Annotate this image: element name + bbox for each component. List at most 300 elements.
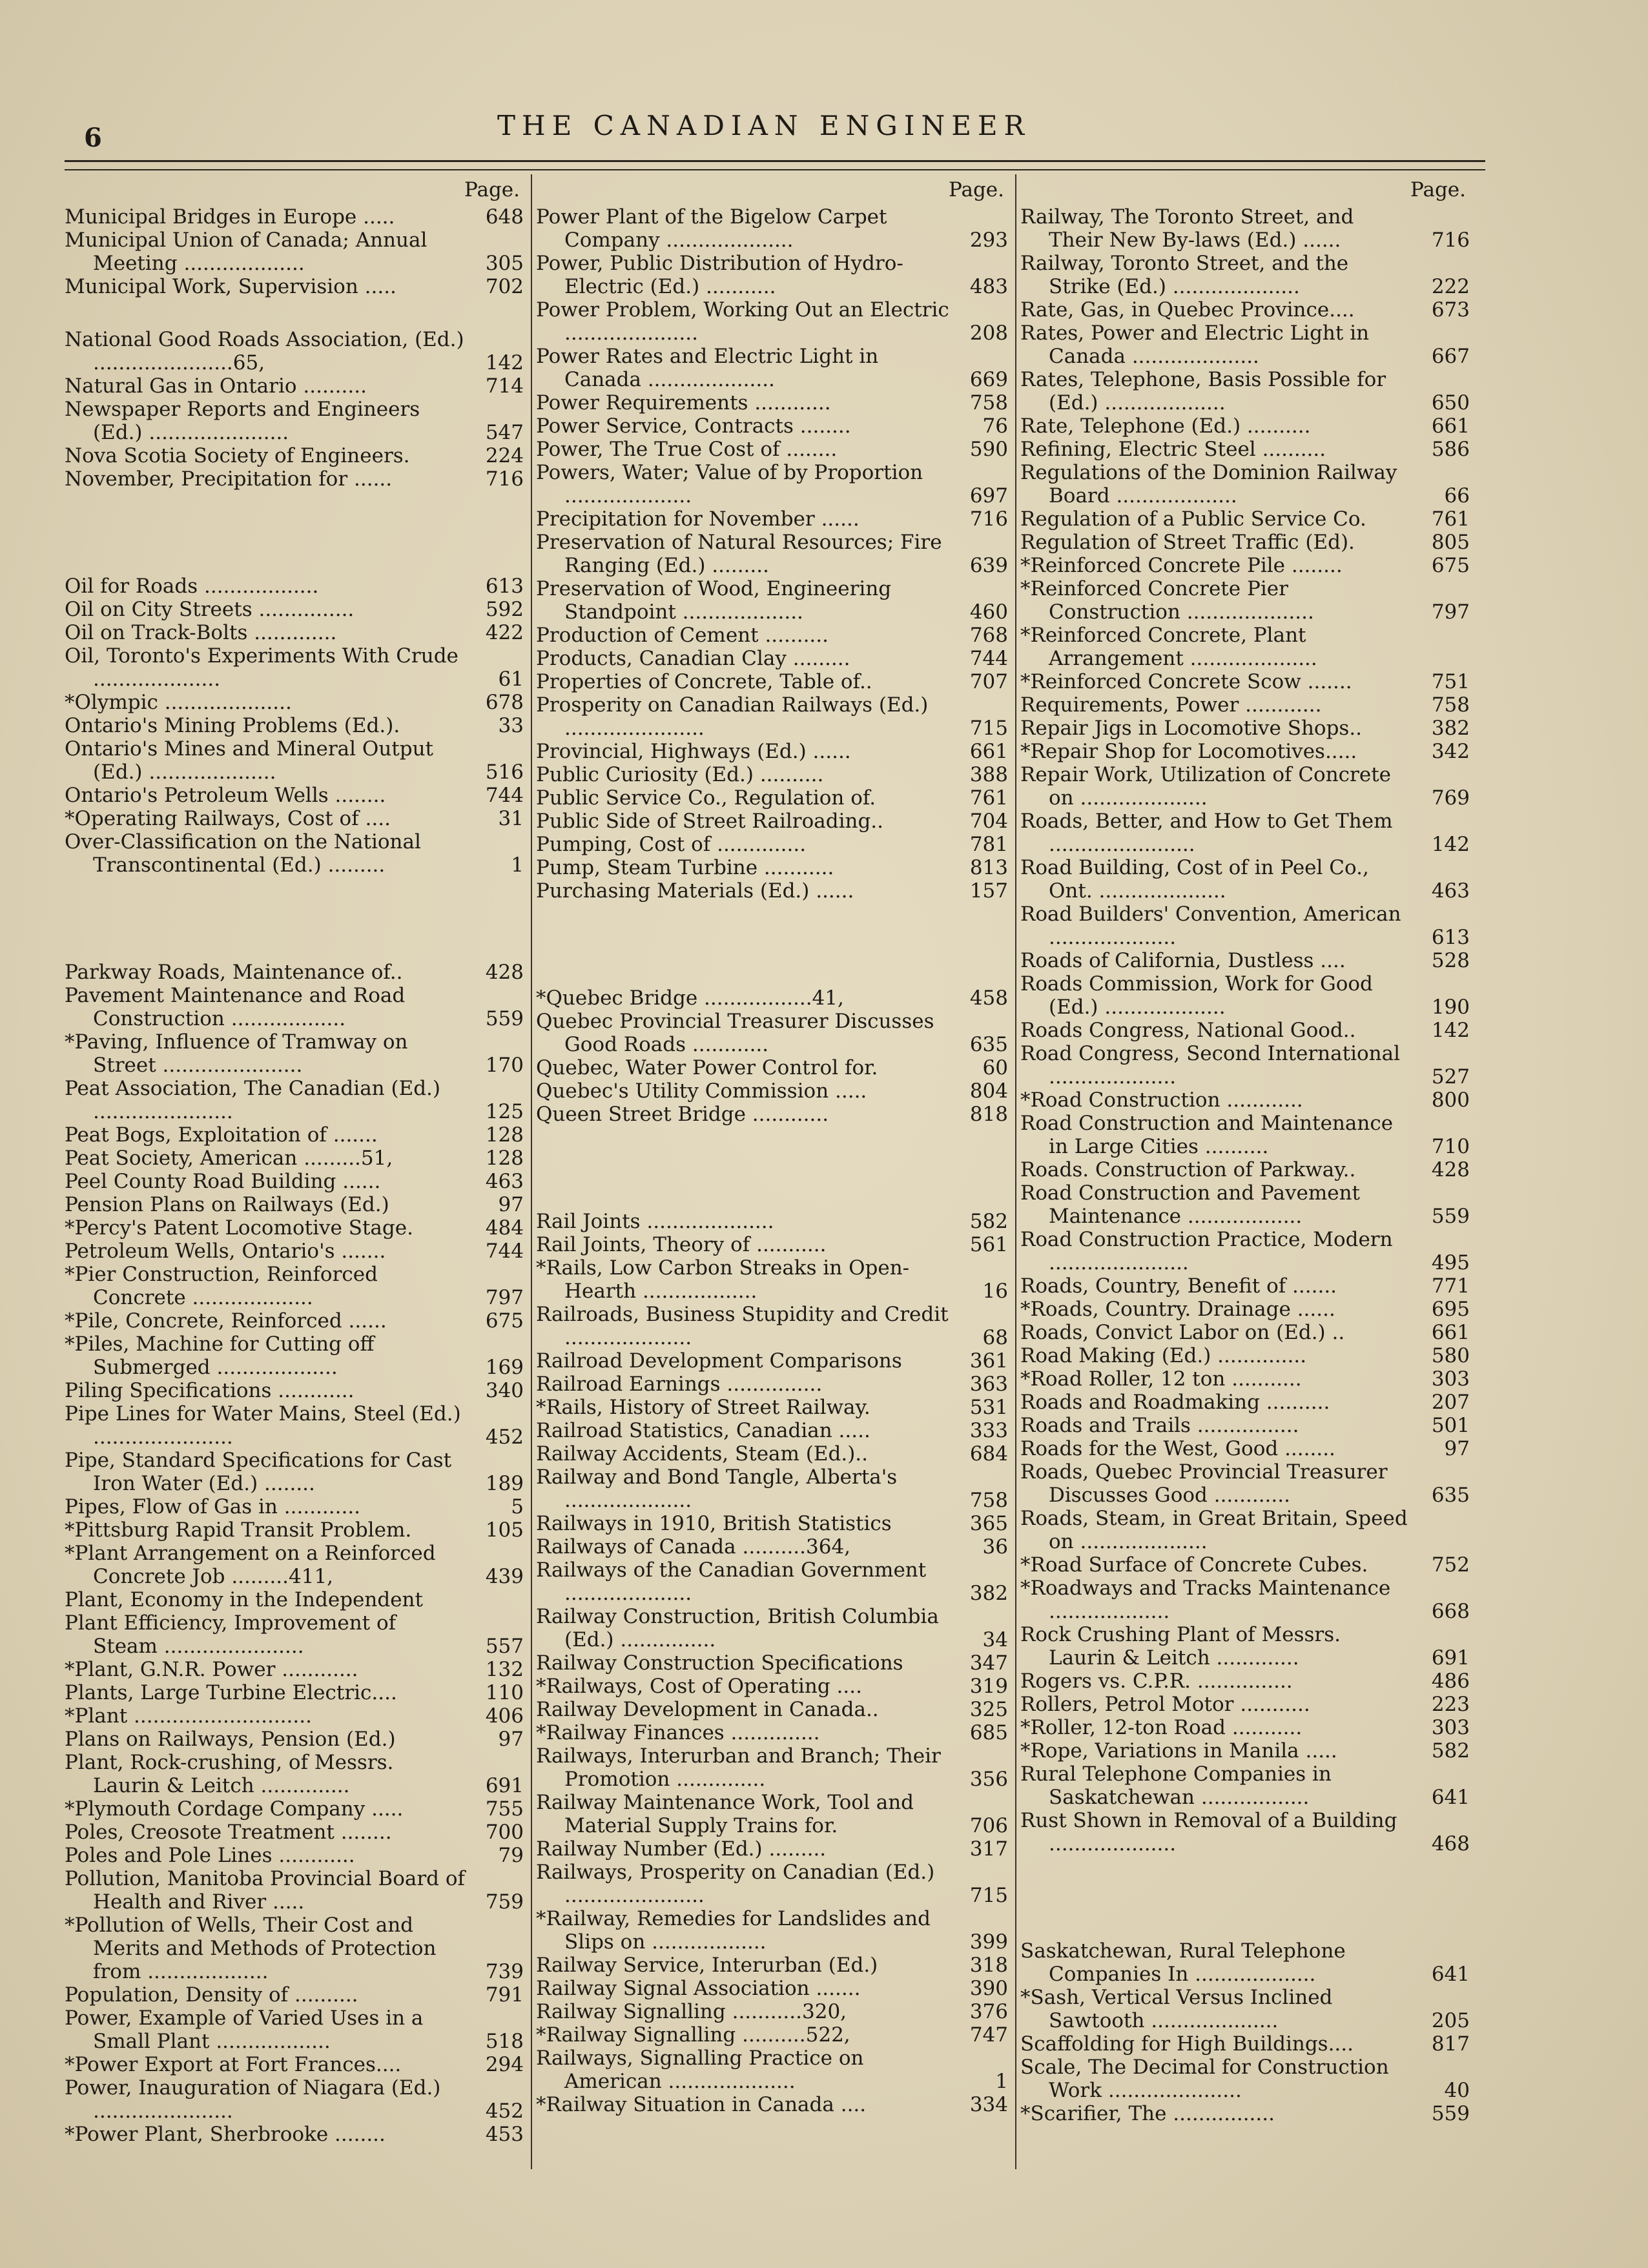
index-entry xyxy=(65,1844,526,1867)
index-entry xyxy=(65,1030,526,1077)
index-entry xyxy=(1020,1274,1472,1298)
index-entry-page: 716 xyxy=(485,467,524,491)
index-entry-title: Repair Jigs in Locomotive Shops.. xyxy=(1020,717,1363,740)
index-entry xyxy=(65,737,526,784)
index-entry xyxy=(65,328,526,374)
index-entry xyxy=(1020,1507,1472,1553)
index-entry-page: 460 xyxy=(969,600,1008,624)
index-entry-title: Road Construction Practice, Modern ...................... xyxy=(1020,1228,1393,1274)
index-entry xyxy=(536,786,1011,810)
index-entry-title: Peat Association, The Canadian (Ed.) ...................... xyxy=(65,1077,441,1123)
index-entry-title: *Pittsburg Rapid Transit Problem. xyxy=(65,1518,412,1542)
index-entry-title: Railways, Signalling Practice on American .................... xyxy=(536,2047,864,2093)
index-entry-page: 40 xyxy=(1444,2079,1470,2102)
index-entry xyxy=(536,205,1011,252)
index-entry xyxy=(1020,507,1472,531)
index-entry-page: 142 xyxy=(1431,833,1470,856)
index-entry xyxy=(65,1658,526,1681)
index-entry xyxy=(536,1466,1011,1512)
index-entry-title: Railway Accidents, Steam (Ed.).. xyxy=(536,1442,868,1466)
header-rule-top xyxy=(65,160,1485,162)
index-entry-title: Railroad Statistics, Canadian ..... xyxy=(536,1419,870,1442)
index-entry-title: *Quebec Bridge .................41, xyxy=(536,986,844,1010)
index-entry-title: Ontario's Petroleum Wells ........ xyxy=(65,784,386,807)
index-entry-title: *Olympic .................... xyxy=(65,691,292,714)
index-entry xyxy=(536,2000,1011,2023)
index-entry xyxy=(536,810,1011,833)
index-entry-page: 771 xyxy=(1431,1274,1470,1298)
index-column-1 xyxy=(65,174,526,2169)
index-entry xyxy=(65,1704,526,1728)
index-entry-page: 559 xyxy=(1431,1205,1470,1228)
index-entry-page: 758 xyxy=(1431,693,1470,717)
index-entry-page: 110 xyxy=(485,1681,524,1704)
index-entry xyxy=(65,807,526,830)
index-entry xyxy=(536,1907,1011,1954)
index-entry xyxy=(1020,1670,1472,1693)
index-entry-page: 453 xyxy=(485,2123,524,2146)
index-entry-page: 759 xyxy=(485,1890,524,1914)
index-entry xyxy=(536,1442,1011,1466)
index-entry-page: 684 xyxy=(969,1442,1008,1466)
index-entry-page: 68 xyxy=(982,1326,1008,1349)
index-entry-title: Pavement Maintenance and Road Construction .................. xyxy=(65,984,406,1030)
index-entry-page: 305 xyxy=(485,252,524,275)
index-entry-page: 561 xyxy=(969,1233,1008,1256)
index-entry-title: Plant, Economy in the Independent xyxy=(65,1588,423,1611)
index-entry xyxy=(1020,1321,1472,1344)
index-entry-page: 691 xyxy=(1431,1646,1470,1670)
index-entry-page: 439 xyxy=(485,1565,524,1588)
index-entry xyxy=(1020,461,1472,507)
index-entry-page: 1 xyxy=(995,2070,1008,2093)
index-entry-page: 761 xyxy=(1431,507,1470,531)
index-entry-page: 702 xyxy=(485,275,524,298)
index-entry-page: 468 xyxy=(1431,1832,1470,1855)
index-entry-page: 382 xyxy=(969,1582,1008,1605)
index-entry-page: 769 xyxy=(1431,786,1470,810)
index-entry-page: 559 xyxy=(1431,2102,1470,2125)
index-entry-page: 34 xyxy=(982,1628,1008,1651)
index-entry-title: Regulations of the Dominion Railway Board ................... xyxy=(1020,461,1397,507)
index-entry-page: 661 xyxy=(969,740,1008,763)
index-entry-page: 781 xyxy=(969,833,1008,856)
index-entry-page: 744 xyxy=(485,784,524,807)
index-entry xyxy=(536,986,1011,1010)
index-entry xyxy=(536,670,1011,693)
index-entry xyxy=(65,1449,526,1495)
index-entry-title: *Rails, Low Carbon Streaks in Open-Hearth .................. xyxy=(536,1256,910,1303)
index-entry-page: 661 xyxy=(1431,414,1470,438)
index-entry-title: Saskatchewan, Rural Telephone Companies In ................... xyxy=(1020,1939,1346,1986)
index-entry-page: 582 xyxy=(1431,1739,1470,1762)
index-entry-page: 347 xyxy=(969,1651,1008,1675)
index-entry-page: 5 xyxy=(511,1495,524,1518)
index-entry-title: *Road Surface of Concrete Cubes. xyxy=(1020,1553,1368,1577)
index-entry-title: Peel County Road Building ...... xyxy=(65,1170,381,1193)
index-entry-page: 635 xyxy=(969,1033,1008,1056)
index-entry-page: 669 xyxy=(969,368,1008,391)
index-entry-title: Roads. Construction of Parkway.. xyxy=(1020,1158,1356,1181)
index-entry-title: Power, Example of Varied Uses in a Small Plant .................. xyxy=(65,2007,424,2053)
index-entry-title: Ontario's Mining Problems (Ed.). xyxy=(65,714,400,737)
index-entry xyxy=(536,1233,1011,1256)
index-entry-title: Purchasing Materials (Ed.) ...... xyxy=(536,879,854,903)
index-entry xyxy=(536,252,1011,298)
index-entry-title: *Plant Arrangement on a Reinforced Concrete Job .........411, xyxy=(65,1542,436,1588)
index-entry-page: 60 xyxy=(982,1056,1008,1079)
index-entry-title: Pumping, Cost of .............. xyxy=(536,833,807,856)
index-entry-title: Railroad Development Comparisons xyxy=(536,1349,902,1373)
index-entry xyxy=(1020,1553,1472,1577)
index-entry xyxy=(1020,717,1472,740)
index-entry-title: *Pollution of Wells, Their Cost and Merits and Methods of Protection from ................... xyxy=(65,1914,437,1983)
index-entry-page: 36 xyxy=(982,1535,1008,1558)
index-entry xyxy=(1020,205,1472,252)
index-entry xyxy=(1020,1809,1472,1855)
index-entry-title: Plant, Rock-crushing, of Messrs. Laurin & Leitch .............. xyxy=(65,1751,394,1797)
index-entry xyxy=(536,833,1011,856)
index-entry-title: Roads and Roadmaking .......... xyxy=(1020,1391,1330,1414)
index-entry-title: Rates, Telephone, Basis Possible for (Ed.) ................... xyxy=(1020,368,1386,414)
index-entry xyxy=(1020,624,1472,670)
index-entry-page: 613 xyxy=(1431,926,1470,949)
index-entry-title: *Rails, History of Street Railway. xyxy=(536,1396,870,1419)
index-entry-title: Regulation of a Public Service Co. xyxy=(1020,507,1366,531)
index-entry-title: Oil on Track-Bolts ............. xyxy=(65,621,337,644)
index-entry-title: *Road Construction ............ xyxy=(1020,1088,1303,1112)
index-entry-title: Over-Classification on the National Transcontinental (Ed.) ......... xyxy=(65,830,421,877)
index-entry xyxy=(536,1056,1011,1079)
index-entry xyxy=(65,714,526,737)
index-entry xyxy=(536,740,1011,763)
index-entry-title: Rock Crushing Plant of Messrs. Laurin & Leitch ............. xyxy=(1020,1623,1341,1670)
index-entry-title: Peat Bogs, Exploitation of ....... xyxy=(65,1123,378,1147)
index-entry-page: 716 xyxy=(969,507,1008,531)
index-entry xyxy=(65,398,526,444)
letter-group-spacer xyxy=(536,903,1011,986)
index-entry xyxy=(536,1512,1011,1535)
index-entry xyxy=(1020,438,1472,461)
index-entry-page: 768 xyxy=(969,624,1008,647)
index-entry-page: 758 xyxy=(969,391,1008,414)
index-entry-title: Municipal Union of Canada; Annual Meeting ................... xyxy=(65,229,427,275)
index-entry-page: 744 xyxy=(969,647,1008,670)
index-entry xyxy=(536,1651,1011,1675)
index-entry-page: 33 xyxy=(498,714,524,737)
index-entry-title: *Power Export at Fort Frances.... xyxy=(65,2053,402,2076)
index-entry-title: Quebec's Utility Commission ..... xyxy=(536,1079,867,1103)
index-entry-title: Railways in 1910, British Statistics xyxy=(536,1512,892,1535)
index-entry-page: 747 xyxy=(969,2023,1008,2047)
index-entry-page: 422 xyxy=(485,621,524,644)
index-entry-page: 590 xyxy=(969,438,1008,461)
index-entry-page: 817 xyxy=(1431,2032,1470,2056)
index-entry-title: Rail Joints .................... xyxy=(536,1210,774,1233)
index-entry xyxy=(1020,1019,1472,1042)
index-entry xyxy=(65,644,526,691)
index-entry-page: 208 xyxy=(969,322,1008,345)
index-entry xyxy=(65,691,526,714)
index-entry-title: Plant Efficiency, Improvement of Steam ...................... xyxy=(65,1611,397,1658)
index-entry-page: 528 xyxy=(1431,949,1470,972)
index-entry-title: Plans on Railways, Pension (Ed.) xyxy=(65,1728,396,1751)
index-entry-title: Railway, The Toronto Street, and Their New By-laws (Ed.) ...... xyxy=(1020,205,1354,252)
index-entry xyxy=(1020,577,1472,624)
index-entry-title: Pipe Lines for Water Mains, Steel (Ed.) ...................... xyxy=(65,1402,461,1449)
index-entry-title: *Operating Railways, Cost of .... xyxy=(65,807,391,830)
index-entry xyxy=(1020,1367,1472,1391)
index-entry xyxy=(65,2076,526,2123)
index-entry-page: 382 xyxy=(1431,717,1470,740)
index-entry-title: Roads Commission, Work for Good (Ed.) ................... xyxy=(1020,972,1373,1019)
page-header xyxy=(84,103,1472,155)
index-entry xyxy=(536,1103,1011,1126)
index-entry-title: Products, Canadian Clay ......... xyxy=(536,647,850,670)
index-entry-title: Railroad Earnings ............... xyxy=(536,1373,823,1396)
index-entry xyxy=(1020,1181,1472,1228)
index-entry-page: 294 xyxy=(485,2053,524,2076)
index-entry-title: Railway Construction, British Columbia (Ed.) ............... xyxy=(536,1605,939,1651)
index-entry-title: Rates, Power and Electric Light in Canada .................... xyxy=(1020,322,1370,368)
index-entry-title: Road Construction and Maintenance in Large Cities .......... xyxy=(1020,1112,1394,1158)
index-entry xyxy=(536,507,1011,531)
index-entry-page: 704 xyxy=(969,810,1008,833)
index-entry-title: *Railway Finances .............. xyxy=(536,1721,820,1744)
index-entry-title: Poles and Pole Lines ............ xyxy=(65,1844,355,1867)
index-entry-title: Railways, Interurban and Branch; Their Promotion .............. xyxy=(536,1744,941,1791)
index-entry-page: 132 xyxy=(485,1658,524,1681)
index-entry xyxy=(1020,1437,1472,1460)
index-entry xyxy=(1020,1298,1472,1321)
index-entry-title: *Plymouth Cordage Company ..... xyxy=(65,1797,404,1821)
index-entry xyxy=(65,1681,526,1704)
index-entry-page: 399 xyxy=(969,1930,1008,1954)
index-entry xyxy=(1020,368,1472,414)
index-entry-page: 452 xyxy=(485,2099,524,2123)
index-entry xyxy=(65,2053,526,2076)
index-entry-page: 668 xyxy=(1431,1600,1470,1623)
index-entry-title: Roads for the West, Good ........ xyxy=(1020,1437,1335,1460)
index-entry xyxy=(536,2023,1011,2047)
index-entry-title: Oil for Roads .................. xyxy=(65,575,319,598)
index-entry-title: *Piles, Machine for Cutting off Submerged ................... xyxy=(65,1333,375,1379)
index-entry-page: 818 xyxy=(969,1103,1008,1126)
index-entry xyxy=(1020,322,1472,368)
index-entry-page: 319 xyxy=(969,1675,1008,1698)
index-entry-title: Roads, Quebec Provincial Treasurer Discusses Good ............ xyxy=(1020,1460,1388,1507)
index-entry xyxy=(1020,2102,1472,2125)
index-entry-title: *Railway, Remedies for Landslides and Slips on .................. xyxy=(536,1907,931,1954)
index-entry-page: 758 xyxy=(969,1489,1008,1512)
index-entry-page: 61 xyxy=(498,668,524,691)
index-entry-title: Powers, Water; Value of by Proportion .................... xyxy=(536,461,923,507)
index-entry-title: *Railway Situation in Canada .... xyxy=(536,2093,867,2116)
index-entry xyxy=(1020,252,1472,298)
index-entry-page: 79 xyxy=(498,1844,524,1867)
index-entry xyxy=(65,205,526,229)
index-entry-page: 105 xyxy=(485,1518,524,1542)
index-entry-title: Quebec, Water Power Control for. xyxy=(536,1056,878,1079)
index-entry-page: 483 xyxy=(969,275,1008,298)
index-entry-page: 342 xyxy=(1431,740,1470,763)
index-entry-page: 318 xyxy=(969,1954,1008,1977)
index-entry-title: Roads, Country, Benefit of ....... xyxy=(1020,1274,1337,1298)
index-entry xyxy=(65,1611,526,1658)
index-entry-page: 495 xyxy=(1431,1251,1470,1274)
index-entry-page: 739 xyxy=(485,1960,524,1983)
index-entry xyxy=(65,1797,526,1821)
index-entry-title: Power Requirements ............ xyxy=(536,391,831,414)
index-entry-page: 700 xyxy=(485,1821,524,1844)
index-entry-page: 486 xyxy=(1431,1670,1470,1693)
index-entry xyxy=(536,1721,1011,1744)
index-entry xyxy=(65,1263,526,1309)
index-entry xyxy=(65,444,526,467)
index-entry-title: Road Construction and Pavement Maintenance .................. xyxy=(1020,1181,1361,1228)
index-entry-title: Public Curiosity (Ed.) .......... xyxy=(536,763,824,786)
index-entry-title: *Railways, Cost of Operating .... xyxy=(536,1675,862,1698)
index-entry-title: Quebec Provincial Treasurer Discusses Good Roads ............ xyxy=(536,1010,934,1056)
index-entry xyxy=(65,1240,526,1263)
index-entry xyxy=(1020,763,1472,810)
index-entry-page: 527 xyxy=(1431,1065,1470,1088)
index-entry-title: Rogers vs. C.P.R. ............... xyxy=(1020,1670,1293,1693)
index-entry-page: 190 xyxy=(1431,996,1470,1019)
index-entry-title: Pension Plans on Railways (Ed.) xyxy=(65,1193,389,1216)
index-entry-page: 365 xyxy=(969,1512,1008,1535)
index-entry-page: 804 xyxy=(969,1079,1008,1103)
index-entry xyxy=(1020,972,1472,1019)
index-entry-page: 710 xyxy=(1431,1135,1470,1158)
index-entry-title: Prosperity on Canadian Railways (Ed.) ...................... xyxy=(536,693,929,740)
index-entry xyxy=(536,2047,1011,2093)
index-entry-title: Public Side of Street Railroading.. xyxy=(536,810,884,833)
index-entry xyxy=(536,1079,1011,1103)
index-entry-title: Production of Cement .......... xyxy=(536,624,829,647)
index-entry-page: 791 xyxy=(485,1983,524,2007)
index-entry-page: 667 xyxy=(1431,345,1470,368)
index-entry-title: Power Problem, Working Out an Electric ..................... xyxy=(536,298,949,345)
index-entry-title: Population, Density of .......... xyxy=(65,1983,358,2007)
index-entry-title: *Sash, Vertical Versus Inclined Sawtooth .................... xyxy=(1020,1986,1333,2032)
index-entry-title: Railways, Prosperity on Canadian (Ed.) ...................... xyxy=(536,1861,935,1907)
index-entry-page: 675 xyxy=(485,1309,524,1333)
index-entry-page: 557 xyxy=(485,1635,524,1658)
index-entry-title: Railway and Bond Tangle, Alberta's .................... xyxy=(536,1466,898,1512)
index-entry xyxy=(1020,949,1472,972)
index-entry-title: Railway Construction Specifications xyxy=(536,1651,903,1675)
letter-group-spacer xyxy=(65,298,526,328)
index-entry-title: *Roads, Country. Drainage ...... xyxy=(1020,1298,1335,1321)
index-entry xyxy=(536,856,1011,879)
index-entry-title: Railway Service, Interurban (Ed.) xyxy=(536,1954,878,1977)
index-entry-page: 691 xyxy=(485,1774,524,1797)
index-entry-page: 761 xyxy=(969,786,1008,810)
index-entry xyxy=(536,298,1011,345)
index-entry xyxy=(536,414,1011,438)
index-entry-page: 223 xyxy=(1431,1693,1470,1716)
index-entry xyxy=(1020,554,1472,577)
index-entry-title: Pollution, Manitoba Provincial Board of Health and River ..... xyxy=(65,1867,466,1914)
index-entry-title: National Good Roads Association, (Ed.) ......................65, xyxy=(65,328,464,374)
index-entry-title: *Power Plant, Sherbrooke ........ xyxy=(65,2123,386,2146)
index-entry xyxy=(65,1123,526,1147)
index-entry xyxy=(536,345,1011,391)
index-entry xyxy=(65,1170,526,1193)
index-entry-title: Roads Congress, National Good.. xyxy=(1020,1019,1356,1042)
index-entry-title: Roads, Convict Labor on (Ed.) .. xyxy=(1020,1321,1345,1344)
index-entry-page: 458 xyxy=(969,986,1008,1010)
index-entry xyxy=(1020,1344,1472,1367)
index-entry-title: Poles, Creosote Treatment ........ xyxy=(65,1821,392,1844)
index-entry-page: 317 xyxy=(969,1837,1008,1861)
index-entry-title: Plants, Large Turbine Electric.... xyxy=(65,1681,397,1704)
index-entry-title: Parkway Roads, Maintenance of.. xyxy=(65,961,403,984)
index-entry xyxy=(536,1675,1011,1698)
index-entry-page: 16 xyxy=(982,1280,1008,1303)
index-entry-title: Power Plant of the Bigelow Carpet Company .................... xyxy=(536,205,887,252)
index-entry xyxy=(536,1977,1011,2000)
index-entry-page: 518 xyxy=(485,2030,524,2053)
index-entry xyxy=(536,1954,1011,1977)
index-entry xyxy=(65,1728,526,1751)
index-entry xyxy=(536,1373,1011,1396)
index-entry-page: 97 xyxy=(1444,1437,1470,1460)
index-entry-title: *Plant ............................ xyxy=(65,1704,312,1728)
index-entry xyxy=(1020,903,1472,949)
index-entry-title: *Repair Shop for Locomotives..... xyxy=(1020,740,1357,763)
header-rule-bottom xyxy=(65,169,1485,170)
index-entry-page: 501 xyxy=(1431,1414,1470,1437)
index-entry-title: Rural Telephone Companies in Saskatchewan ................. xyxy=(1020,1762,1332,1809)
index-entry xyxy=(536,1303,1011,1349)
index-entry-title: Railways of Canada ..........364, xyxy=(536,1535,851,1558)
index-entry-title: Road Making (Ed.) .............. xyxy=(1020,1344,1307,1367)
index-entry xyxy=(1020,1939,1472,1986)
index-entry xyxy=(536,2093,1011,2116)
index-entry-page: 648 xyxy=(485,205,524,229)
index-entry-page: 797 xyxy=(485,1286,524,1309)
index-entry-title: *Reinforced Concrete Scow ....... xyxy=(1020,670,1352,693)
index-entry-page: 805 xyxy=(1431,531,1470,554)
index-entry-page: 376 xyxy=(969,2000,1008,2023)
index-entry-page: 205 xyxy=(1431,2009,1470,2032)
index-entry xyxy=(536,624,1011,647)
index-entry-title: Power, Public Distribution of Hydro-Electric (Ed.) ........... xyxy=(536,252,903,298)
index-entry xyxy=(1020,810,1472,856)
index-entry xyxy=(65,1402,526,1449)
index-entry-title: Power Rates and Electric Light in Canada .................... xyxy=(536,345,879,391)
index-entry-page: 678 xyxy=(485,691,524,714)
index-entry-title: Rust Shown in Removal of a Building .................... xyxy=(1020,1809,1397,1855)
index-entry xyxy=(536,461,1011,507)
index-entry-title: Power, The True Cost of ........ xyxy=(536,438,838,461)
index-entry xyxy=(536,1349,1011,1373)
index-entry-page: 695 xyxy=(1431,1298,1470,1321)
index-entry-page: 484 xyxy=(485,1216,524,1240)
index-entry-page: 222 xyxy=(1431,275,1470,298)
index-entry-title: *Reinforced Concrete Pier Construction .................... xyxy=(1020,577,1314,624)
index-entry-page: 388 xyxy=(969,763,1008,786)
index-entry-title: Repair Work, Utilization of Concrete on .................... xyxy=(1020,763,1391,810)
index-entry xyxy=(65,1867,526,1914)
index-entry-page: 406 xyxy=(485,1704,524,1728)
column-divider xyxy=(531,174,532,2169)
index-entry xyxy=(1020,1762,1472,1809)
index-column-3 xyxy=(1020,174,1472,2169)
index-entry-title: Properties of Concrete, Table of.. xyxy=(536,670,872,693)
